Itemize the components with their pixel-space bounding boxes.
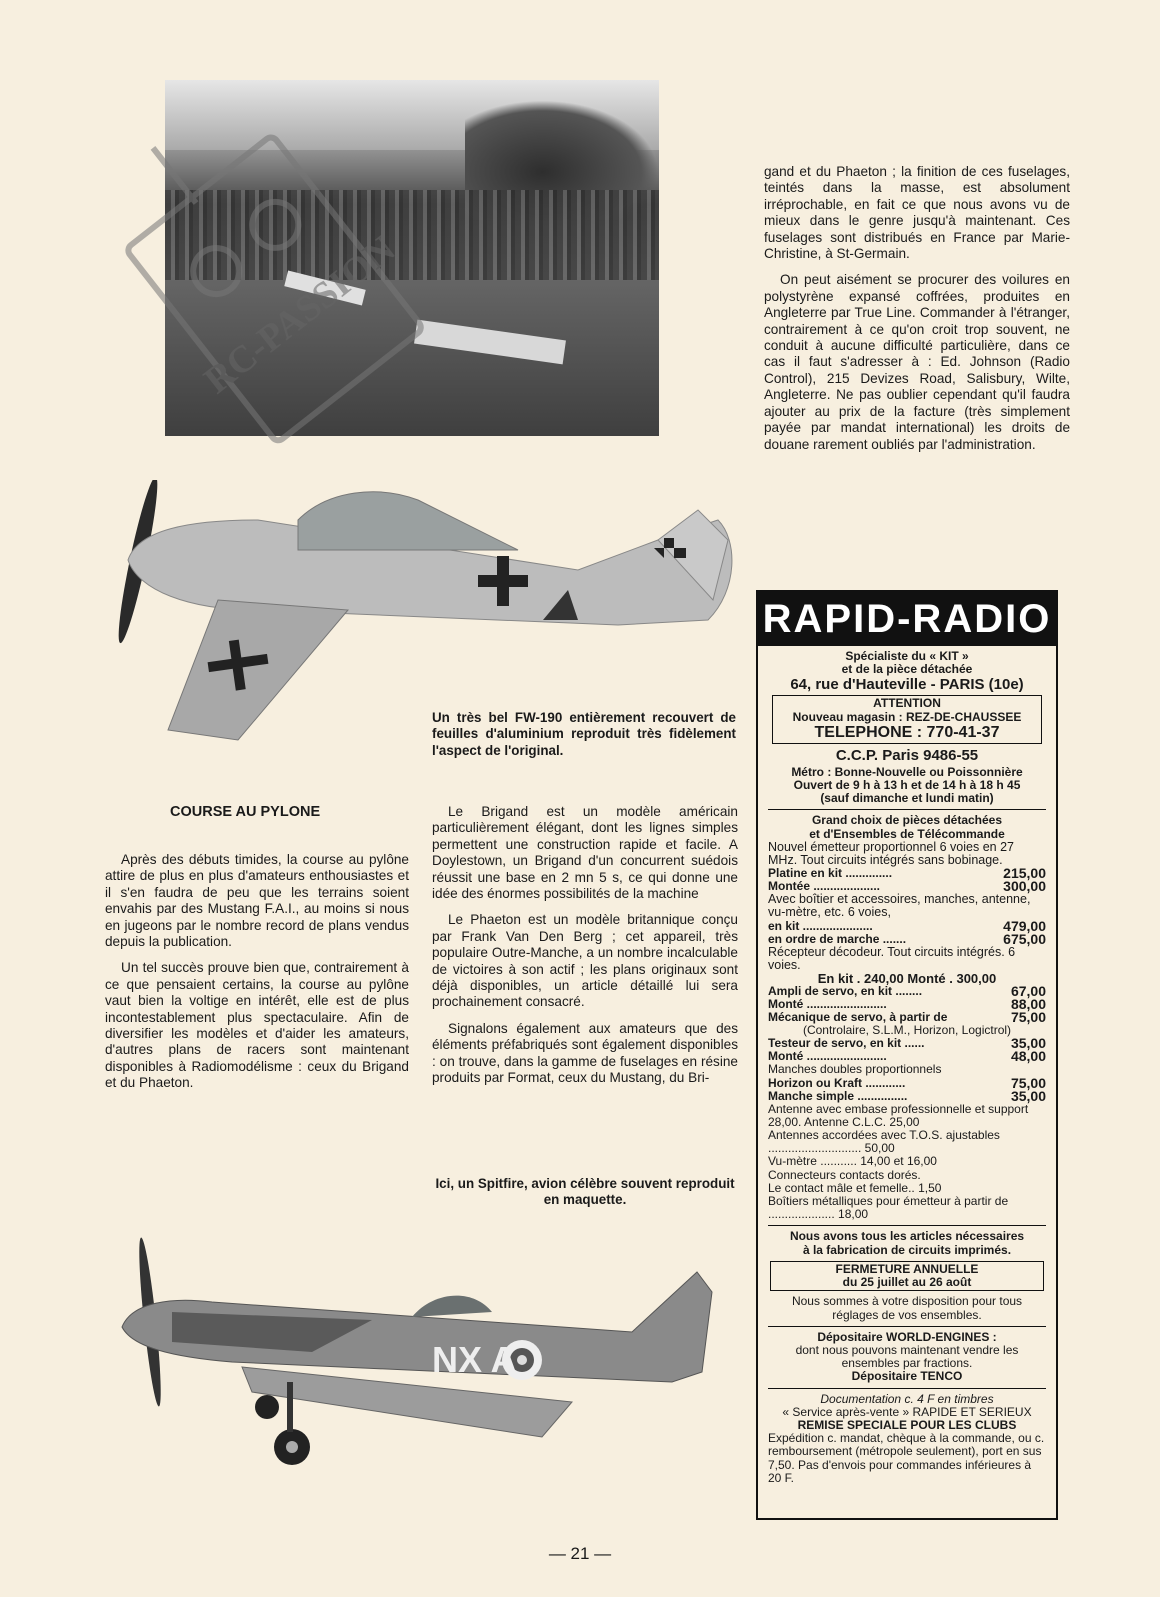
ad-choice-2: et d'Ensembles de Télécommande bbox=[809, 826, 1005, 841]
ad-depositaire: Dépositaire WORLD-ENGINES : bbox=[817, 1329, 997, 1344]
price-row: Manche simple ............... 35,00 bbox=[768, 1087, 1046, 1104]
ad-choice: Grand choix de pièces détachées bbox=[811, 813, 1003, 828]
ad-disposition: Nous sommes à votre disposition pour tous réglages de vos ensembles. bbox=[791, 1294, 1023, 1322]
paragraph: Le Phaeton est un modèle britannique conçu par Frank Van Den Berg ; cet appareil, très populaire Outre-Manche, a un nombre incalculable de victoires à son actif ; les plans originaux sont déjà disponibles, un article détaillé lui sera prochainement consacré. bbox=[432, 912, 738, 1010]
ad-connecteurs: Connecteurs contacts dorés. bbox=[768, 1167, 921, 1182]
ad-price-list-5 bbox=[768, 1074, 1046, 1104]
ad-hours-2: (sauf dimanche et lundi matin) bbox=[820, 791, 994, 806]
ad-price-list-1 bbox=[768, 867, 1046, 893]
ad-ccp: C.C.P. Paris 9486-55 bbox=[835, 746, 979, 764]
price-row: Montée .................... 300,00 bbox=[768, 878, 1046, 895]
ad-metro: Métro : Bonne-Nouvelle ou Poissonnière bbox=[791, 764, 1023, 779]
paragraph: Un tel succès prouve bien que, contrairement à ce que pensaient certains, la course au pylône vaut bien la voltige en intérêt, elle est de plus incontestablement plus spectaculaire. Afin de diversifier les modèles et d'aider les amateurs, d'autres plans de racers sont maintenant disponibles à Radiomodélisme : ceux du Brigand et du Phaeton. bbox=[105, 960, 409, 1091]
ad-price-list-4 bbox=[768, 1037, 1046, 1063]
ad-address: 64, rue d'Hauteville - PARIS (10e) bbox=[790, 676, 1024, 694]
ad-recepteur-prices: En kit . 240,00 Monté . 300,00 bbox=[817, 971, 997, 987]
ad-antennes-accordees: Antennes accordées avec T.O.S. ajustables ............................ 50,00 bbox=[768, 1128, 1000, 1156]
section-title: COURSE AU PYLONE bbox=[170, 804, 321, 820]
price-row: Horizon ou Kraft ............ 75,00 bbox=[768, 1074, 1046, 1091]
ad-depositaire-desc: dont nous pouvons maintenant vendre les ensembles par fractions. bbox=[795, 1342, 1019, 1371]
paragraph: gand et du Phaeton ; la finition de ces fuselages, teintés dans la masse, est absolument irréprochable, en fait ce que nous avons vu de mieux dans le genre jusqu'à maintenant. Ces fuselages sont distribués en France par Marie-Christine, à St-Germain. bbox=[764, 164, 1070, 262]
ad-attention: ATTENTION bbox=[873, 696, 941, 711]
ad-title: RAPID-RADIO bbox=[758, 592, 1056, 646]
ad-remise: REMISE SPECIALE POUR LES CLUBS bbox=[797, 1417, 1017, 1432]
ad-manches: Manches doubles proportionnels bbox=[768, 1062, 942, 1077]
price-row: Monté ........................ 88,00 bbox=[768, 996, 1046, 1013]
price-row: Mécanique de servo, à partir de 75,00 bbox=[768, 1009, 1046, 1026]
ad-fermeture: FERMETURE ANNUELLE bbox=[835, 1261, 979, 1276]
ad-desc-recepteur: Récepteur décodeur. Tout circuits intégrés. 6 voies. bbox=[768, 944, 1016, 972]
paragraph: Après des débuts timides, la course au pylône attire de plus en plus d'amateurs enthousiastes et il s'en faudra de peu que les terrains soient envahis par des Mustang F.A.I., au moins si nous en jugeons par le nombre record de plans vendus depuis la publication. bbox=[105, 852, 409, 950]
price-row: en ordre de marche ....... 675,00 bbox=[768, 930, 1046, 947]
ad-fermeture-dates: du 25 juillet au 26 août bbox=[842, 1275, 972, 1290]
paragraph: Signalons également aux amateurs que des éléments préfabriqués sont également disponibles : on trouve, dans la gamme de fuselages en résine produits par Format, ceux du Mustang, du Bri- bbox=[432, 1020, 738, 1086]
price-row: en kit ..................... 479,00 bbox=[768, 917, 1046, 934]
ad-specialist-2: et de la pièce détachée bbox=[841, 662, 973, 677]
price-row: Ampli de servo, en kit ........ 67,00 bbox=[768, 983, 1046, 1000]
ad-antenne: Antenne avec embase professionnelle et support 28,00. Antenne C.L.C. 25,00 bbox=[768, 1101, 1029, 1129]
ad-desc-boitier: Avec boîtier et accessoires, manches, antenne, vu-mètre, etc. 6 voies, bbox=[768, 892, 1031, 920]
spitfire-photo bbox=[112, 1232, 732, 1492]
ad-depositaire-tenco: Dépositaire TENCO bbox=[851, 1369, 963, 1384]
ad-service: « Service après-vente » RAPIDE ET SERIEUX bbox=[782, 1404, 1032, 1419]
spitfire-markings: NX A bbox=[432, 1339, 517, 1380]
ad-vumetre: Vu-mètre ........... 14,00 et 16,00 bbox=[768, 1154, 937, 1169]
paragraph: Le Brigand est un modèle américain particulièrement élégant, dont les lignes simples permettent une construction rapide et facile. A Doylestown, un Brigand d'un concurrent suédois réussit une base en 2 mn 5 s, ce qui donne une idée des énormes possibilités de la machine bbox=[432, 804, 738, 902]
middle-column-text bbox=[432, 804, 738, 1097]
price-row: Testeur de servo, en kit ...... 35,00 bbox=[768, 1035, 1046, 1052]
right-column-text bbox=[764, 164, 1070, 463]
paragraph: On peut aisément se procurer des voilures en polystyrène expansé coffrées, produites en Angleterre par True Line. Commander à l'étranger, contrairement à ce qu'on croit trop souvent, ne conduit à aucune difficulté particulière, dans ce cas il faut s'adresser à : Ed. Johnson (Radio Control), 215 Devizes Road, Salisbury, Wilte, Angleterre. Ne pas oublier cependant qu'il faudra ajouter au prix de la facture (très simplement payée par mandat international) les droits de douane rarement oubliés par l'administration. bbox=[764, 272, 1070, 452]
ad-controlaire: (Controlaire, S.L.M., Horizon, Logictrol) bbox=[802, 1023, 1012, 1038]
ad-expedition: Expédition c. mandat, chèque à la commande, ou c. remboursement (métropole seulement), port en sus 7,50. Pas d'envois pour commandes inférieures à 20 F. bbox=[768, 1431, 1045, 1485]
ad-specialist: Spécialiste du « KIT » bbox=[845, 649, 969, 663]
price-row: Platine en kit .............. 215,00 bbox=[768, 865, 1046, 882]
ad-hours: Ouvert de 9 h à 13 h et de 14 h à 18 h 45 bbox=[793, 778, 1021, 793]
spitfire-caption: Ici, un Spitfire, avion célèbre souvent reproduit en maquette. bbox=[435, 1176, 735, 1208]
ad-contact: Le contact mâle et femelle.. 1,50 bbox=[768, 1180, 942, 1195]
ad-magasin: Nouveau magasin : REZ-DE-CHAUSSEE bbox=[792, 709, 1022, 724]
ad-price-list-3 bbox=[768, 985, 1046, 1024]
ad-documentation: Documentation c. 4 F en timbres bbox=[820, 1391, 994, 1406]
watermark-text: RC-PASSION bbox=[196, 227, 404, 402]
rapid-radio-ad bbox=[756, 590, 1058, 1520]
page-number: — 21 — bbox=[548, 1544, 612, 1563]
price-row: Monté ........................ 48,00 bbox=[768, 1048, 1046, 1065]
ad-price-list-2 bbox=[768, 917, 1046, 947]
ad-boitiers: Boîtiers métalliques pour émetteur à partir de .................... 18,00 bbox=[768, 1194, 1009, 1222]
fw190-caption: Un très bel FW-190 entièrement recouvert de feuilles d'aluminium reproduit très fidèlement l'aspect de l'original. bbox=[432, 710, 736, 758]
left-column-text bbox=[105, 852, 409, 1102]
ad-desc-emetteur: Nouvel émetteur proportionnel 6 voies en 27 MHz. Tout circuits intégrés sans bobinage. bbox=[768, 839, 1014, 868]
ad-circuits-2: à la fabrication de circuits imprimés. bbox=[802, 1242, 1012, 1257]
ad-circuits: Nous avons tous les articles nécessaires bbox=[789, 1229, 1025, 1244]
ad-telephone: TELEPHONE : 770-41-37 bbox=[814, 723, 1000, 741]
